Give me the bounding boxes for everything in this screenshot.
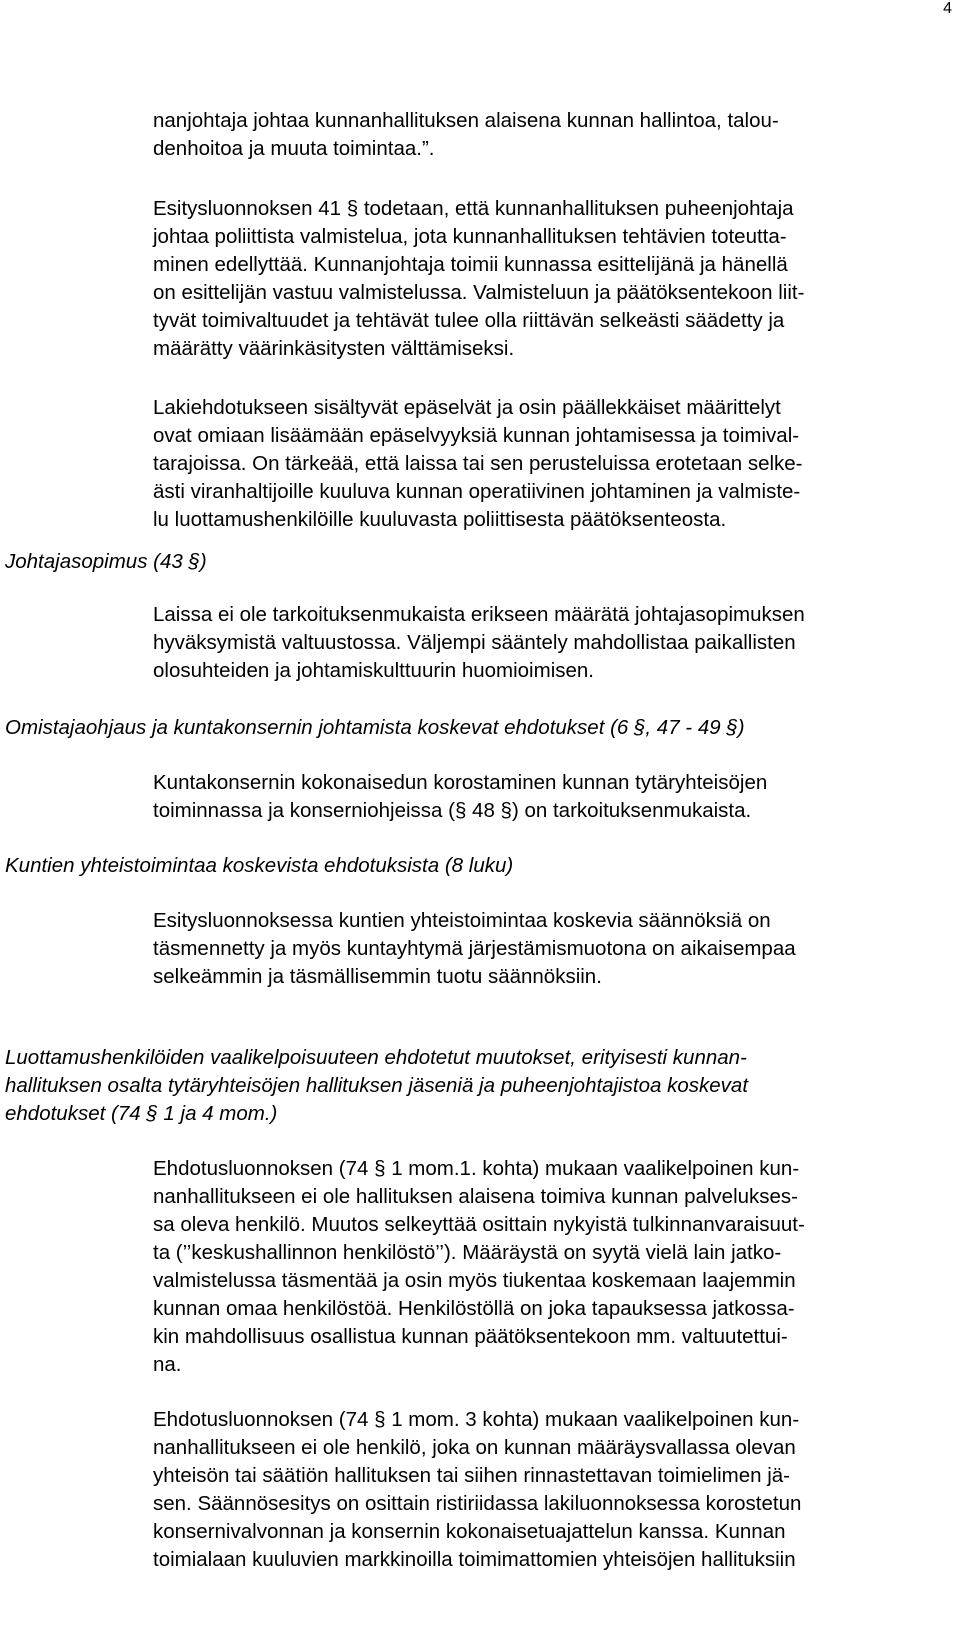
page-number: 4 — [943, 0, 952, 17]
paragraph-line: sa oleva henkilö. Muutos selkeyttää osittain nykyistä tulkinnanvaraisuut- — [153, 1213, 805, 1236]
paragraph-line: lu luottamushenkilöille kuuluvasta poliittisesta päätöksenteosta. — [153, 508, 727, 531]
paragraph-line: Esitysluonnoksen 41 § todetaan, että kunnanhallituksen puheenjohtaja — [153, 197, 794, 220]
paragraph-line: sen. Säännösesitys on osittain ristiriidassa lakiluonnoksessa korostetun — [153, 1492, 802, 1515]
section-heading-line: ehdotukset (74 § 1 ja 4 mom.) — [5, 1102, 278, 1125]
paragraph-line: ta (’’keskushallinnon henkilöstö’’). Määräystä on syytä vielä lain jatko- — [153, 1241, 782, 1264]
paragraph-line: määrätty väärinkäsitysten välttämiseksi. — [153, 337, 515, 360]
paragraph-line: tarajoissa. On tärkeää, että laissa tai sen perusteluissa erotetaan selke- — [153, 452, 803, 475]
paragraph-line: Ehdotusluonnoksen (74 § 1 mom.1. kohta) mukaan vaalikelpoinen kun- — [153, 1157, 800, 1180]
section-heading-line: Kuntien yhteistoimintaa koskevista ehdotuksista (8 luku) — [5, 854, 514, 877]
paragraph-line: na. — [153, 1353, 182, 1376]
paragraph-line: selkeämmin ja täsmällisemmin tuotu säännöksiin. — [153, 965, 602, 988]
paragraph-line: Laissa ei ole tarkoituksenmukaista erikseen määrätä johtajasopimuksen — [153, 603, 805, 626]
paragraph-line: ästi viranhaltijoille kuuluva kunnan operatiivinen johtaminen ja valmiste- — [153, 480, 801, 503]
paragraph-line: yhteisön tai säätiön hallituksen tai siihen rinnastettavan toimielimen jä- — [153, 1464, 790, 1487]
paragraph-line: konsernivalvonnan ja konsernin kokonaisetuajattelun kanssa. Kunnan — [153, 1520, 786, 1543]
paragraph-line: toimialaan kuuluvien markkinoilla toimimattomien yhteisöjen hallituksiin — [153, 1548, 796, 1571]
paragraph-line: olosuhteiden ja johtamiskulttuurin huomioimisen. — [153, 659, 594, 682]
paragraph-line: toiminnassa ja konserniohjeissa (§ 48 §) on tarkoituksenmukaista. — [153, 799, 752, 822]
paragraph-line: tyvät toimivaltuudet ja tehtävät tulee olla riittävän selkeästi säädetty ja — [153, 309, 785, 332]
paragraph-line: Esitysluonnoksessa kuntien yhteistoimintaa koskevia säännöksiä on — [153, 909, 771, 932]
paragraph-line: valmistelussa täsmentää ja osin myös tiukentaa koskemaan laajemmin — [153, 1269, 796, 1292]
paragraph-line: hyväksymistä valtuustossa. Väljempi sääntely mahdollistaa paikallisten — [153, 631, 796, 654]
section-heading-line: Omistajaohjaus ja kuntakonsernin johtamista koskevat ehdotukset (6 §, 47 - 49 §) — [5, 716, 745, 739]
section-heading-line: Luottamushenkilöiden vaalikelpoisuuteen ehdotetut muutokset, erityisesti kunnan- — [5, 1046, 747, 1069]
paragraph-line: denhoitoa ja muuta toimintaa.”. — [153, 137, 435, 160]
paragraph-line: täsmennetty ja myös kuntayhtymä järjestämismuotona on aikaisempaa — [153, 937, 796, 960]
paragraph-line: Ehdotusluonnoksen (74 § 1 mom. 3 kohta) mukaan vaalikelpoinen kun- — [153, 1408, 800, 1431]
paragraph-line: Kuntakonsernin kokonaisedun korostaminen kunnan tytäryhteisöjen — [153, 771, 768, 794]
paragraph-line: nanjohtaja johtaa kunnanhallituksen alaisena kunnan hallintoa, talou- — [153, 109, 779, 132]
paragraph-line: Lakiehdotukseen sisältyvät epäselvät ja osin päällekkäiset määrittelyt — [153, 396, 781, 419]
paragraph-line: minen edellyttää. Kunnanjohtaja toimii kunnassa esittelijänä ja hänellä — [153, 253, 788, 276]
paragraph-line: kin mahdollisuus osallistua kunnan päätöksentekoon mm. valtuutettui- — [153, 1325, 788, 1348]
paragraph-line: nanhallitukseen ei ole hallituksen alaisena toimiva kunnan palvelukses- — [153, 1185, 799, 1208]
paragraph-line: johtaa poliittista valmistelua, jota kunnanhallituksen tehtävien toteutta- — [153, 225, 787, 248]
paragraph-line: ovat omiaan lisäämään epäselvyyksiä kunnan johtamisessa ja toimival- — [153, 424, 800, 447]
paragraph-line: nanhallitukseen ei ole henkilö, joka on kunnan määräysvallassa olevan — [153, 1436, 796, 1459]
side-heading: Johtajasopimus (43 §) — [5, 550, 207, 573]
paragraph-line: on esittelijän vastuu valmistelussa. Valmisteluun ja päätöksentekoon liit- — [153, 281, 805, 304]
paragraph-line: kunnan omaa henkilöstöä. Henkilöstöllä on joka tapauksessa jatkossa- — [153, 1297, 795, 1320]
section-heading-line: hallituksen osalta tytäryhteisöjen hallituksen jäseniä ja puheenjohtajistoa koskevat — [5, 1074, 749, 1097]
